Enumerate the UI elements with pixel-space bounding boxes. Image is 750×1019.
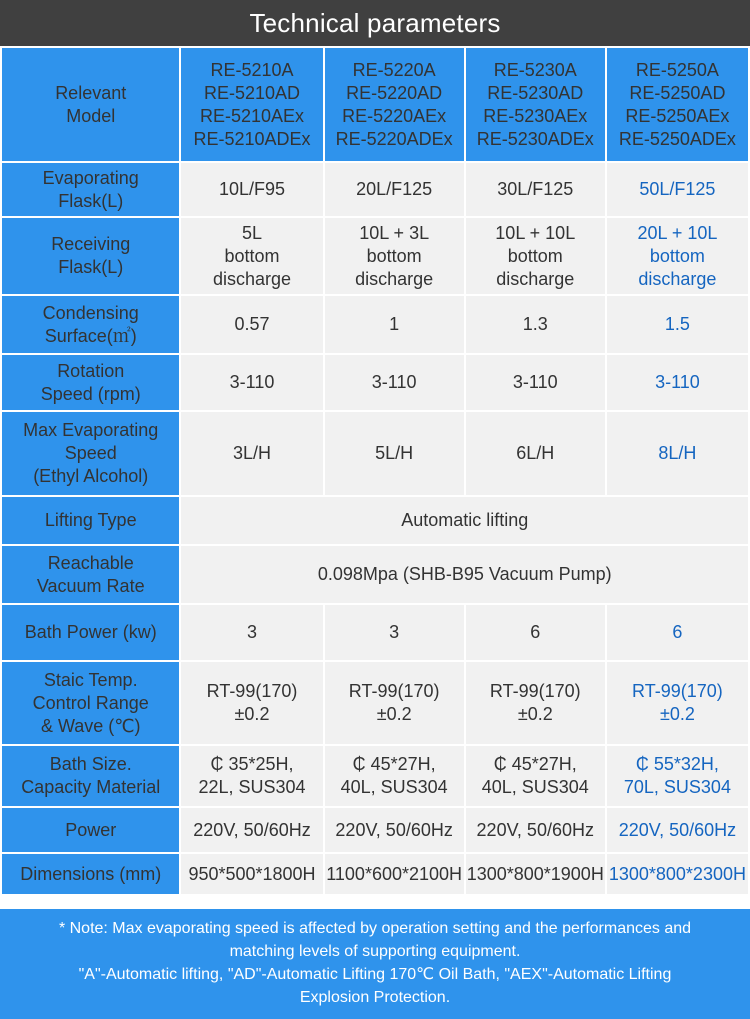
cell-line: 20L/F125 — [356, 179, 433, 199]
value-cell — [607, 412, 748, 495]
model-cell — [181, 48, 322, 161]
value-cell — [466, 746, 605, 806]
cell-line: Flask(L) — [58, 257, 124, 277]
value-cell — [607, 605, 748, 660]
cell-line: Bath Power (kw) — [24, 622, 157, 642]
value-cell — [325, 746, 464, 806]
value-cell — [325, 854, 464, 894]
value-cell — [325, 296, 464, 353]
row-label — [2, 746, 179, 806]
cell-line: 1300*800*2300H — [608, 863, 746, 884]
cell-line: RT-99(170) — [348, 681, 440, 701]
spanned-value-cell — [181, 546, 748, 603]
cell-line: discharge — [496, 268, 575, 289]
cell-line: 10L/F95 — [218, 179, 286, 199]
cell-line: Reachable — [47, 552, 134, 573]
cell-line: RE-5230ADEx — [476, 128, 594, 149]
cell-line: 50L/F125 — [639, 179, 716, 199]
cell-line: 5L — [241, 222, 263, 243]
cell-line: 3-110 — [655, 372, 700, 392]
spanned-value-cell — [181, 497, 748, 544]
cell-line: Condensing — [42, 302, 139, 323]
value-cell — [181, 854, 322, 894]
model-cell — [607, 48, 748, 161]
value-cell — [466, 296, 605, 353]
value-cell — [466, 412, 605, 495]
row-label — [2, 808, 179, 852]
cell-line: ₵ 45*27H, — [352, 754, 436, 774]
value-cell — [607, 296, 748, 353]
cell-line: 20L + 10L — [637, 222, 718, 243]
cell-line: Dimensions (mm) — [20, 863, 162, 884]
cell-line: RE-5230AEx — [483, 105, 588, 126]
cell-line: RE-5210AEx — [199, 105, 305, 126]
cell-line: Staic Temp. — [43, 669, 138, 690]
row-label — [2, 497, 179, 544]
cell-line: bottom — [649, 245, 705, 266]
value-cell — [466, 605, 605, 660]
note-line: * Note: Max evaporating speed is affected by operation setting and the performances and — [58, 920, 692, 937]
cell-line: Speed (rpm) — [40, 383, 141, 404]
cell-line: Evaporating — [42, 167, 139, 188]
cell-line: RT-99(170) — [489, 681, 581, 701]
value-cell — [325, 163, 464, 216]
table-row — [2, 497, 748, 544]
cell-line: 220V, 50/60Hz — [193, 819, 311, 840]
cell-line: 1300*800*1900H — [466, 863, 604, 884]
value-cell — [181, 296, 322, 353]
value-cell — [181, 355, 322, 410]
table-row — [2, 808, 748, 852]
cell-line: RT-99(170) — [206, 681, 298, 701]
cell-line: Automatic lifting — [401, 510, 529, 530]
table-row-header — [2, 48, 748, 161]
cell-line: Speed — [64, 443, 117, 463]
value-cell — [607, 746, 748, 806]
value-cell — [325, 662, 464, 744]
value-cell — [181, 662, 322, 744]
cell-line: 6 — [530, 622, 541, 642]
value-cell — [607, 163, 748, 216]
value-cell — [181, 746, 322, 806]
cell-line: Surface(㎡) — [44, 325, 137, 346]
cell-line: RE-5250AD — [629, 82, 726, 103]
value-cell — [607, 218, 748, 294]
cell-line: 10L + 3L — [359, 222, 430, 243]
value-cell — [181, 808, 322, 852]
row-label — [2, 412, 179, 495]
row-label — [2, 546, 179, 603]
row-label-relevant-model — [2, 48, 179, 161]
row-label — [2, 218, 179, 294]
cell-line: ₵ 35*25H, — [210, 754, 294, 774]
cell-line: Max Evaporating — [23, 420, 159, 440]
cell-line: RE-5210A — [210, 59, 294, 80]
cell-line: & Wave (℃) — [40, 715, 141, 736]
spec-table — [0, 46, 750, 896]
cell-line: bottom — [224, 245, 280, 266]
cell-line: 950*500*1800H — [188, 863, 316, 884]
table-row — [2, 296, 748, 353]
cell-line: 40L, SUS304 — [340, 777, 448, 797]
cell-line: ±0.2 — [517, 704, 553, 724]
row-label — [2, 296, 179, 353]
cell-line: RE-5220ADEx — [335, 128, 453, 149]
value-cell — [325, 412, 464, 495]
table-row — [2, 163, 748, 216]
cell-line: 6L/H — [516, 443, 555, 463]
table-row — [2, 355, 748, 410]
cell-line: 220V, 50/60Hz — [618, 819, 737, 840]
cell-line: 220V, 50/60Hz — [476, 819, 594, 840]
cell-line: Vacuum Rate — [36, 575, 145, 596]
cell-line: 3 — [247, 622, 258, 642]
cell-line: 5L/H — [375, 443, 414, 463]
cell-line: RE-5230AD — [487, 82, 584, 103]
cell-line: Bath Size. — [49, 754, 132, 774]
note-line: Explosion Protection. — [299, 989, 451, 1006]
value-cell — [466, 662, 605, 744]
cell-line: RE-5220AEx — [342, 105, 447, 126]
cell-line: bottom — [507, 245, 563, 266]
cell-line: 0.57 — [234, 314, 270, 334]
model-cell — [466, 48, 605, 161]
cell-line: 22L, SUS304 — [198, 777, 306, 797]
value-cell — [607, 854, 748, 894]
cell-line: RE-5250AEx — [625, 105, 730, 126]
cell-line: 40L, SUS304 — [481, 777, 589, 797]
cell-line: Flask(L) — [58, 190, 124, 211]
note-line: matching levels of supporting equipment. — [229, 943, 521, 960]
value-cell — [607, 355, 748, 410]
table-row — [2, 662, 748, 744]
value-cell — [325, 218, 464, 294]
cell-line: (Ethyl Alcohol) — [33, 466, 149, 486]
value-cell — [607, 662, 748, 744]
value-cell — [466, 355, 605, 410]
cell-line: 8L/H — [658, 443, 697, 463]
value-cell — [466, 218, 605, 294]
cell-line: Rotation — [57, 360, 125, 381]
cell-line: discharge — [212, 268, 292, 289]
value-cell — [181, 218, 322, 294]
value-cell — [607, 808, 748, 852]
value-cell — [325, 355, 464, 410]
row-label — [2, 355, 179, 410]
value-cell — [325, 808, 464, 852]
value-cell — [466, 808, 605, 852]
row-label — [2, 854, 179, 894]
cell-line: 6 — [672, 622, 683, 642]
cell-line: ±0.2 — [659, 704, 695, 724]
cell-line: ₵ 45*27H, — [493, 754, 577, 774]
cell-line: 0.098Mpa (SHB-B95 Vacuum Pump) — [317, 564, 612, 584]
value-cell — [466, 854, 605, 894]
table-row — [2, 218, 748, 294]
cell-line: 30L/F125 — [497, 179, 574, 199]
cell-line: Lifting Type — [44, 510, 137, 530]
row-label — [2, 163, 179, 216]
cell-line: 70L, SUS304 — [623, 777, 731, 797]
value-cell — [466, 163, 605, 216]
cell-line: RE-5250A — [635, 59, 719, 80]
cell-line: 3-110 — [371, 372, 417, 392]
row-label — [2, 662, 179, 744]
table-row — [2, 746, 748, 806]
cell-line: 3-110 — [512, 372, 558, 392]
cell-line: Receiving — [51, 234, 131, 254]
note-line: "A"-Automatic lifting, "AD"-Automatic Lifting 170℃ Oil Bath, "AEX"-Automatic Lifting — [78, 966, 672, 983]
cell-line: 10L + 10L — [495, 222, 576, 243]
cell-line: Capacity Material — [21, 777, 161, 797]
footnote — [0, 909, 750, 1019]
cell-line: ±0.2 — [376, 704, 412, 724]
cell-line: ₵ 55*32H, — [635, 754, 719, 774]
cell-line: 1100*600*2100H — [326, 863, 463, 884]
table-row — [2, 412, 748, 495]
cell-line: 1.3 — [522, 314, 548, 334]
cell-line: 1 — [389, 314, 400, 334]
table-row — [2, 854, 748, 894]
value-cell — [181, 412, 322, 495]
cell-line: RE-5250ADEx — [618, 128, 736, 149]
row-label — [2, 605, 179, 660]
cell-line: discharge — [638, 268, 717, 289]
cell-line: ±0.2 — [234, 704, 270, 724]
cell-line: RE-5230A — [493, 59, 577, 80]
cell-line: 220V, 50/60Hz — [335, 819, 453, 840]
table-row — [2, 605, 748, 660]
cell-line: RE-5220AD — [346, 82, 443, 103]
cell-line: discharge — [355, 268, 434, 289]
value-cell — [181, 605, 322, 660]
cell-line: Relevant — [55, 82, 127, 103]
cell-line: Control Range — [32, 692, 149, 713]
cell-line: bottom — [366, 245, 422, 266]
cell-line: RT-99(170) — [632, 681, 723, 701]
model-cell — [325, 48, 464, 161]
cell-line: 3-110 — [229, 372, 275, 392]
cell-line: 3L/H — [232, 443, 272, 463]
cell-line: 1.5 — [664, 314, 690, 334]
cell-line: RE-5210AD — [203, 82, 301, 103]
cell-line: Model — [66, 105, 116, 126]
page-title: Technical parameters — [0, 0, 750, 46]
cell-line: RE-5210ADEx — [193, 128, 311, 149]
table-row — [2, 546, 748, 603]
value-cell — [325, 605, 464, 660]
value-cell — [181, 163, 322, 216]
cell-line: 3 — [389, 622, 400, 642]
cell-line: Power — [65, 819, 117, 840]
cell-line: RE-5220A — [352, 59, 436, 80]
